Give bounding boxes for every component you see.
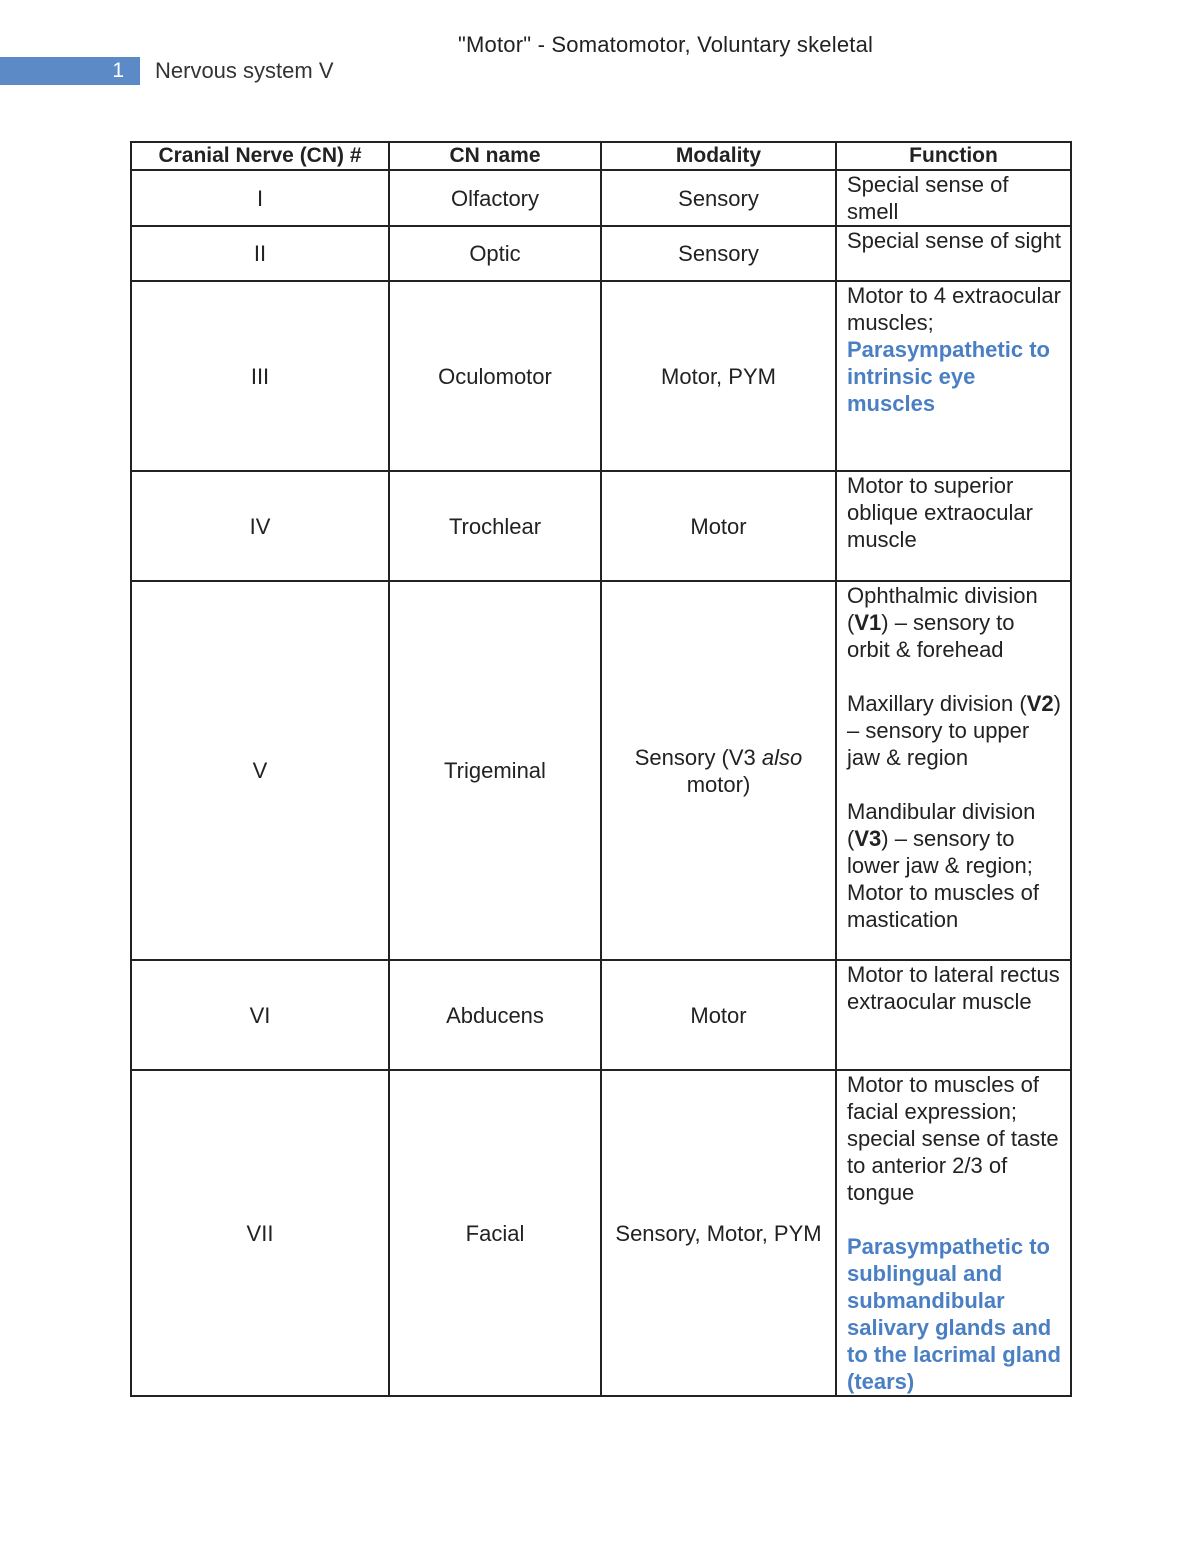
modality-text-end: motor)	[686, 771, 751, 797]
cn-modality: Motor, PYM	[601, 281, 836, 471]
division-text: Maxillary division (	[847, 691, 1027, 716]
cn-name: Trochlear	[389, 471, 601, 581]
division-ophthalmic	[847, 583, 1038, 662]
table-row	[131, 1070, 1071, 1396]
division-maxillary	[847, 691, 1061, 770]
cn-number: III	[131, 281, 389, 471]
document-title: Nervous system V	[155, 58, 334, 83]
cn-name: Oculomotor	[389, 281, 601, 471]
cn-modality: Sensory	[601, 226, 836, 281]
table-row	[131, 581, 1071, 960]
cn-function	[836, 281, 1071, 471]
table-row	[131, 170, 1071, 226]
division-mandibular	[847, 799, 1039, 932]
cn-function: Special sense of sight	[836, 226, 1071, 281]
cn-modality: Sensory, Motor, PYM	[601, 1070, 836, 1396]
cn-modality: Motor	[601, 471, 836, 581]
cn-number: VI	[131, 960, 389, 1070]
division-code: V3	[854, 826, 882, 851]
motor-definition-note: "Motor" - Somatomotor, Voluntary skeletal	[458, 32, 874, 57]
function-parasympathetic-text: Parasympathetic to sublingual and submandibular salivary glands and to the lacrimal gland (tears)	[847, 1234, 1061, 1394]
cn-name: Olfactory	[389, 170, 601, 226]
cranial-nerve-table	[130, 141, 1072, 1397]
cn-modality	[601, 581, 836, 960]
column-header-modality: Modality	[601, 142, 836, 170]
column-header-name: CN name	[389, 142, 601, 170]
modality-emphasis: also	[761, 744, 803, 770]
division-text: Ophthalmic division (	[847, 583, 1038, 635]
function-motor-text: Motor to 4 extraocular muscles;	[847, 283, 1061, 335]
cn-function: Special sense of smell	[836, 170, 1071, 226]
cn-function: Motor to superior oblique extraocular muscle	[836, 471, 1071, 581]
cn-number: VII	[131, 1070, 389, 1396]
table-row	[131, 226, 1071, 281]
page-number: 1	[112, 59, 124, 82]
cn-number: I	[131, 170, 389, 226]
table-row	[131, 960, 1071, 1070]
cn-modality: Sensory	[601, 170, 836, 226]
cn-modality: Motor	[601, 960, 836, 1070]
division-text: Mandibular division (	[847, 799, 1036, 851]
division-text: ) – sensory to upper jaw & region	[847, 691, 1061, 770]
cn-function	[836, 581, 1071, 960]
division-code: V1	[854, 610, 882, 635]
table-header-row	[131, 142, 1071, 170]
cn-name: Abducens	[389, 960, 601, 1070]
function-parasympathetic-text: Parasympathetic to intrinsic eye muscles	[847, 337, 1050, 416]
cn-function	[836, 1070, 1071, 1396]
cn-number: IV	[131, 471, 389, 581]
table-row	[131, 281, 1071, 471]
modality-text: Sensory (V3	[634, 744, 762, 770]
column-header-number: Cranial Nerve (CN) #	[131, 142, 389, 170]
cn-function: Motor to lateral rectus extraocular muscle	[836, 960, 1071, 1070]
cn-name: Optic	[389, 226, 601, 281]
division-text: ) – sensory to lower jaw & region; Motor to muscles of mastication	[847, 826, 1039, 932]
table-row	[131, 471, 1071, 581]
cn-name: Facial	[389, 1070, 601, 1396]
cn-number: V	[131, 581, 389, 960]
function-motor-text: Motor to muscles of facial expression; special sense of taste to anterior 2/3 of tongue	[847, 1072, 1059, 1205]
column-header-function: Function	[836, 142, 1071, 170]
cn-number: II	[131, 226, 389, 281]
cn-name: Trigeminal	[389, 581, 601, 960]
division-code: V2	[1026, 691, 1054, 716]
division-text: ) – sensory to orbit & forehead	[847, 610, 1015, 662]
